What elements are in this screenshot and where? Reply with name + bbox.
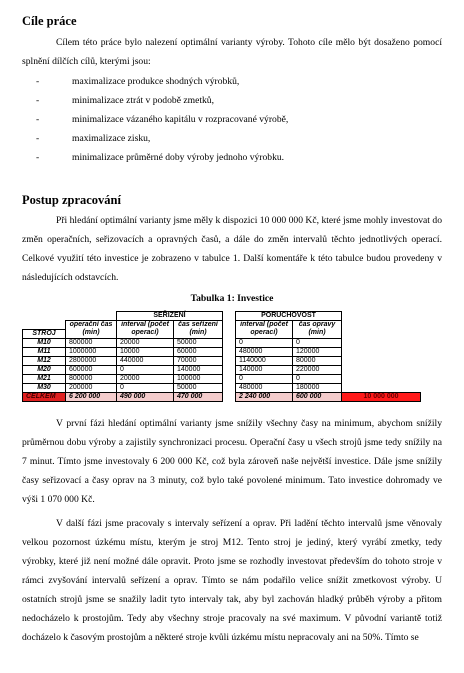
value-cell: 0 xyxy=(236,338,293,347)
sum-cas-serizeni: 470 000 xyxy=(174,392,223,401)
gap-cell xyxy=(223,365,236,374)
sum-cas-opravy: 600 000 xyxy=(293,392,342,401)
bullet-dash: - xyxy=(36,152,40,163)
group-poruchovost: PORUCHOVOST xyxy=(236,312,342,321)
machine-cell: M12 xyxy=(23,356,66,365)
machine-cell: M20 xyxy=(23,365,66,374)
value-cell: 50000 xyxy=(174,338,223,347)
header-interval-serizeni: interval (počet operací) xyxy=(117,321,174,339)
bullet-dash: - xyxy=(36,95,40,106)
bullet-dash: - xyxy=(36,76,40,87)
sum-label: CELKEM xyxy=(23,392,66,401)
total-investment: 10 000 000 xyxy=(342,392,421,401)
value-cell: 0 xyxy=(236,374,293,383)
value-cell: 800000 xyxy=(66,374,117,383)
header-cas-serizeni: čas seřízení (min) xyxy=(174,321,223,339)
paragraph-1: Při hledání optimální varianty jsme měly k dispozici 10 000 000 Kč, které jsme mohly investovat do změn operačních, seřizovacích a opravných časů, a dále do změn intervalů těchto jednotlivých operací. Celkové využití této investice je zobrazeno v tabulce 1. Další komentáře k této tabulce budou provedeny v následujících odstavcích. xyxy=(22,215,442,283)
sum-op-cas: 6 200 000 xyxy=(66,392,117,401)
sum-interval-poruchovost: 2 240 000 xyxy=(236,392,293,401)
value-cell: 140000 xyxy=(236,365,293,374)
gap-cell xyxy=(223,374,236,383)
goals-list xyxy=(22,72,442,167)
group-serizeni: SEŘIZENÍ xyxy=(117,312,223,321)
value-cell: 600000 xyxy=(66,365,117,374)
machine-cell: M30 xyxy=(23,383,66,392)
goal-item xyxy=(22,129,442,148)
value-cell: 2800000 xyxy=(66,356,117,365)
gap-cell xyxy=(342,365,421,374)
goal-item xyxy=(22,91,442,110)
goal-text: minimalizace vázaného kapitálu v rozpracované výrobě, xyxy=(72,114,289,125)
gap-cell xyxy=(342,347,421,356)
value-cell: 10000 xyxy=(117,347,174,356)
value-cell: 1140000 xyxy=(236,356,293,365)
header-cas-opravy: čas opravy (min) xyxy=(293,321,342,339)
goal-text: maximalizace produkce shodných výrobků, xyxy=(72,76,240,87)
gap-cell xyxy=(223,347,236,356)
gap-cell xyxy=(223,356,236,365)
heading-postup: Postup zpracování xyxy=(22,193,121,207)
table-row xyxy=(23,338,421,347)
table-row xyxy=(23,356,421,365)
paragraph-2: V první fázi hledání optimální varianty jsme snížily všechny časy na minimum, abychom snížily průměrnou dobu výroby a zajistily synchronizaci procesu. Operační časy u všech strojů jsme tedy snížily na 7 minut. Tímto jsme investovaly 6 200 000 Kč, což byla zároveň naše největší investice. Dále jsme snížily časy seřizovací a časy oprav na 3 minuty, což bylo také povolené minimum. Tato investice dohromady ve výši 1 070 000 Kč. xyxy=(22,418,442,505)
value-cell: 180000 xyxy=(293,383,342,392)
bullet-dash: - xyxy=(36,114,40,125)
machine-cell: M10 xyxy=(23,338,66,347)
value-cell: 200000 xyxy=(66,383,117,392)
investment-table xyxy=(22,311,421,402)
table-row xyxy=(23,347,421,356)
sum-row xyxy=(23,392,421,401)
machine-cell: M11 xyxy=(23,347,66,356)
value-cell: 0 xyxy=(117,365,174,374)
value-cell: 120000 xyxy=(293,347,342,356)
sum-interval-serizeni: 490 000 xyxy=(117,392,174,401)
value-cell: 140000 xyxy=(174,365,223,374)
paragraph-3: V další fázi jsme pracovaly s intervaly seřízení a oprav. Při ladění těchto intervalů jsme věnovaly velkou pozornost úzkému místu, kterým je stroj M12. Tento stroj je jediný, který vyrábí zmetky, tedy výrobky, které již není možné dále opravit. Proto jsme se rozhodly investovat především do tohoto stroje v rámci zvyšování intervalů seřízení a oprav. Tímto se nám podařilo velice snížit zmetkovost výroby. U ostatních strojů jsme se snažily ladit tyto intervaly tak, aby byl zachován hladký průběh výroby a přitom nedocházelo k prostojům. Tedy aby všechny stroje pracovaly na své maximum. V původní variantě totiž docházelo k časovým prostojům a některé stroje kvůli úzkému místu nepracovaly ani na 50%. Tímto se xyxy=(22,518,442,643)
value-cell: 0 xyxy=(293,338,342,347)
value-cell: 70000 xyxy=(174,356,223,365)
gap-cell xyxy=(342,374,421,383)
header-op-cas: operační čas (min) xyxy=(66,321,117,339)
gap-cell xyxy=(223,383,236,392)
bullet-dash: - xyxy=(36,133,40,144)
goal-text: minimalizace průměrné doby výroby jednoho výrobku. xyxy=(72,152,285,163)
heading-cile-prace: Cíle práce xyxy=(22,14,77,28)
value-cell: 440000 xyxy=(117,356,174,365)
header-stroj: STROJ xyxy=(23,329,66,338)
value-cell: 480000 xyxy=(236,383,293,392)
value-cell: 0 xyxy=(293,374,342,383)
table-row xyxy=(23,374,421,383)
value-cell: 1000000 xyxy=(66,347,117,356)
table-row xyxy=(23,365,421,374)
goal-item xyxy=(22,148,442,167)
value-cell: 20000 xyxy=(117,338,174,347)
header-interval-poruchovost: interval (počet operací) xyxy=(236,321,293,339)
gap-cell xyxy=(342,383,421,392)
goal-text: minimalizace ztrát v podobě zmetků, xyxy=(72,95,214,106)
goal-item xyxy=(22,72,442,91)
gap-cell xyxy=(342,338,421,347)
table-caption: Tabulka 1: Investice xyxy=(190,293,274,304)
value-cell: 220000 xyxy=(293,365,342,374)
gap-cell xyxy=(342,356,421,365)
value-cell: 60000 xyxy=(174,347,223,356)
value-cell: 0 xyxy=(117,383,174,392)
goal-text: maximalizace zisku, xyxy=(72,133,151,144)
value-cell: 80000 xyxy=(293,356,342,365)
value-cell: 800000 xyxy=(66,338,117,347)
value-cell: 50000 xyxy=(174,383,223,392)
machine-cell: M21 xyxy=(23,374,66,383)
paragraph-intro: Cílem této práce bylo nalezení optimální varianty výroby. Tohoto cíle mělo být dosaženo pomocí splnění dílčích cílů, kterými jsou: xyxy=(22,37,442,67)
value-cell: 20000 xyxy=(117,374,174,383)
table-row xyxy=(23,383,421,392)
value-cell: 480000 xyxy=(236,347,293,356)
gap-cell xyxy=(223,338,236,347)
goal-item xyxy=(22,110,442,129)
value-cell: 100000 xyxy=(174,374,223,383)
